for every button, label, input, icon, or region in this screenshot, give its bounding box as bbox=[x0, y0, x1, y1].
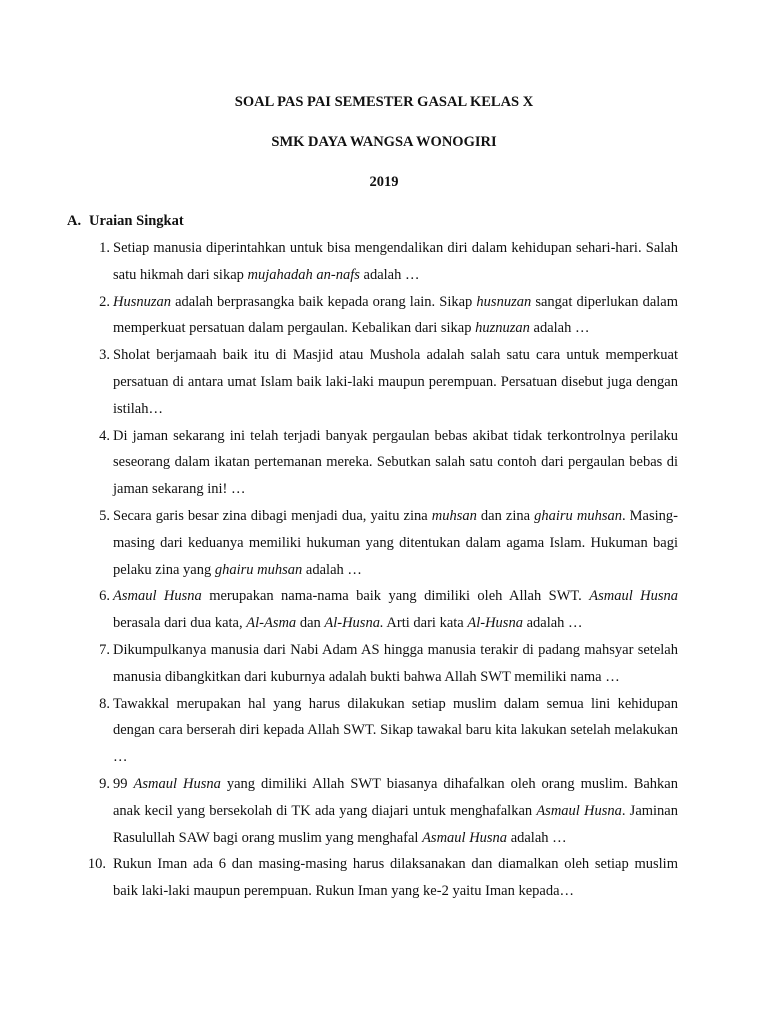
italic-term: Al-Asma bbox=[246, 615, 297, 632]
text-segment: yang dimiliki Allah SWT biasanya dihafalkan oleh orang muslim. Bahkan anak kecil yang bersekolah di TK ada yang diajari untuk menghafalkan bbox=[113, 775, 678, 819]
question-text bbox=[113, 423, 678, 503]
question-number: 4. bbox=[99, 427, 110, 444]
italic-term: Asmaul Husna bbox=[536, 802, 622, 819]
question-text bbox=[113, 289, 678, 343]
text-segment: Tawakkal merupakan hal yang harus dilakukan setiap muslim dalam semua lini kehidupan dengan cara berserah diri kepada Allah SWT. Sikap tawakal baru kita lakukan setelah melakukan … bbox=[113, 695, 678, 766]
text-segment: sangat diperlukan dalam memperkuat persatuan dalam pergaulan. Kebalikan dari sikap bbox=[113, 293, 679, 337]
question-number: 8. bbox=[99, 695, 110, 712]
question-item bbox=[86, 691, 678, 771]
section-letter: A. bbox=[67, 213, 82, 229]
text-segment: Setiap manusia diperintahkan untuk bisa mengendalikan diri dalam kehidupan sehari-hari. Salah satu hikmah dari sikap bbox=[113, 240, 678, 283]
italic-term: muhsan bbox=[431, 507, 477, 524]
text-segment: adalah … bbox=[529, 320, 590, 337]
question-text bbox=[113, 691, 678, 771]
question-list bbox=[86, 235, 678, 905]
question-text bbox=[113, 851, 678, 905]
text-segment: Sholat berjamaah baik itu di Masjid atau Mushola adalah salah satu cara untuk memperkuat persatuan di antara umat Islam baik laki-laki maupun perempuan. Persatuan disebut juga dengan istilah… bbox=[113, 347, 678, 417]
text-segment: berasala dari dua kata, bbox=[113, 615, 247, 632]
question-item bbox=[86, 851, 678, 905]
text-segment: Arti dari kata bbox=[383, 615, 468, 632]
school-name: SMK DAYA WANGSA WONOGIRI bbox=[271, 134, 497, 150]
text-segment: . Masing-masing dari keduanya memiliki hukuman yang ditentukan dalam agama Islam. Hukuman bagi pelaku zina yang bbox=[113, 507, 678, 578]
question-item bbox=[86, 289, 678, 343]
question-text bbox=[113, 235, 678, 289]
italic-term: Asmaul Husna bbox=[589, 588, 679, 605]
document-title: SOAL PAS PAI SEMESTER GASAL KELAS X bbox=[234, 94, 534, 110]
text-segment: adalah berprasangka baik kepada orang lain. Sikap bbox=[171, 293, 477, 310]
question-item bbox=[86, 771, 678, 851]
text-segment: Secara garis besar zina dibagi menjadi dua, yaitu zina bbox=[113, 507, 432, 524]
text-segment: Dikumpulkanya manusia dari Nabi Adam AS hingga manusia terakir di padang mahsyar setelah manusia dibangkitkan dari kuburnya adalah bukti bahwa Allah SWT memiliki nama … bbox=[113, 641, 678, 685]
question-item bbox=[86, 503, 678, 583]
text-segment: merupakan nama-nama baik yang dimiliki oleh Allah SWT. bbox=[201, 588, 590, 605]
italic-term: Asmaul Husna bbox=[422, 829, 508, 846]
question-number: 2. bbox=[99, 293, 110, 310]
text-segment: Rukun Iman ada 6 dan masing-masing harus dilaksanakan dan diamalkan oleh setiap muslim baik laki-laki maupun perempuan. Rukun Iman yang ke-2 yaitu Iman kepada… bbox=[113, 856, 678, 900]
italic-term: mujahadah an-nafs bbox=[247, 266, 360, 283]
question-number: 10. bbox=[87, 856, 106, 873]
italic-term: Asmaul Husna bbox=[113, 588, 202, 605]
question-number: 5. bbox=[99, 507, 110, 524]
question-text bbox=[113, 771, 678, 851]
italic-term: Al-Husna. bbox=[324, 615, 384, 632]
question-number: 6. bbox=[99, 588, 110, 605]
question-item bbox=[86, 423, 678, 503]
section-heading bbox=[67, 211, 184, 231]
question-text bbox=[113, 637, 678, 691]
question-item bbox=[86, 235, 678, 289]
text-segment: dan bbox=[296, 615, 325, 632]
text-segment: adalah … bbox=[522, 615, 583, 632]
question-number: 9. bbox=[99, 775, 110, 792]
italic-term: husnuzan bbox=[476, 293, 532, 310]
question-item bbox=[86, 637, 678, 691]
document-year: 2019 bbox=[369, 174, 399, 190]
question-item bbox=[86, 583, 678, 637]
text-segment: dan zina bbox=[476, 507, 535, 524]
question-number: 7. bbox=[99, 641, 110, 658]
question-text bbox=[113, 342, 678, 422]
italic-term: Al-Husna bbox=[467, 615, 523, 632]
question-number: 3. bbox=[99, 347, 110, 364]
question-item bbox=[86, 342, 678, 422]
text-segment: adalah … bbox=[302, 561, 362, 578]
text-segment: adalah … bbox=[359, 266, 420, 283]
text-segment: . Jaminan Rasulullah SAW bagi orang muslim yang menghafal bbox=[113, 802, 678, 846]
italic-term: huznuzan bbox=[475, 320, 530, 337]
italic-term: Asmaul Husna bbox=[133, 775, 221, 792]
question-text bbox=[113, 583, 678, 637]
section-title: Uraian Singkat bbox=[89, 213, 184, 229]
italic-term: Husnuzan bbox=[113, 293, 172, 310]
text-segment: Di jaman sekarang ini telah terjadi banyak pergaulan bebas akibat tidak terkontrolnya perilaku seseorang dalam ikatan pertemanan mereka. Sebutkan salah satu contoh dari pergaulan bebas di jaman sekarang ini! … bbox=[113, 427, 678, 498]
text-segment: 99 bbox=[113, 775, 134, 792]
text-segment: adalah … bbox=[507, 829, 567, 846]
question-number: 1. bbox=[99, 240, 110, 256]
italic-term: ghairu muhsan bbox=[214, 561, 303, 578]
italic-term: ghairu muhsan bbox=[534, 507, 622, 524]
question-text bbox=[113, 503, 678, 583]
